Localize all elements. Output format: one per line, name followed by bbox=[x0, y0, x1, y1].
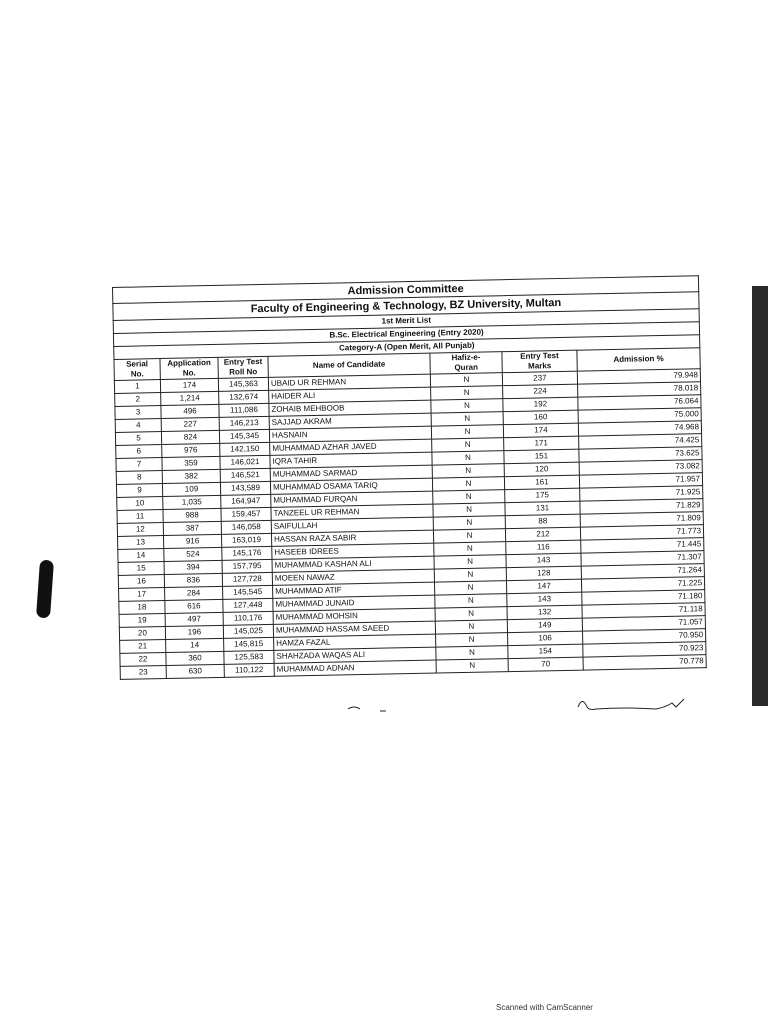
application-cell: 496 bbox=[161, 404, 219, 418]
admission-pct-cell: 71.829 bbox=[580, 499, 703, 514]
hafiz-cell: N bbox=[435, 620, 507, 634]
admission-pct-cell: 73.082 bbox=[579, 460, 702, 475]
serial-cell: 7 bbox=[116, 458, 162, 472]
header-title: Admission Committee bbox=[113, 276, 699, 304]
marks-cell: 106 bbox=[508, 631, 583, 646]
candidate-name-cell: MUHAMMAD MOHSIN bbox=[273, 608, 435, 624]
roll-cell: 110,176 bbox=[223, 611, 273, 625]
marks-cell: 192 bbox=[503, 397, 578, 412]
candidate-name-cell: ZOHAIB MEHBOOB bbox=[269, 400, 431, 416]
merit-table bbox=[112, 275, 707, 680]
application-cell: 174 bbox=[160, 378, 218, 392]
application-cell: 916 bbox=[163, 534, 221, 548]
merit-list-sheet bbox=[112, 275, 706, 680]
application-cell: 616 bbox=[165, 599, 223, 613]
roll-cell: 145,025 bbox=[223, 624, 273, 638]
hafiz-cell: N bbox=[432, 438, 504, 452]
serial-cell: 17 bbox=[119, 588, 165, 602]
roll-cell: 110,122 bbox=[224, 663, 274, 677]
roll-cell: 146,021 bbox=[220, 455, 270, 469]
hafiz-cell: N bbox=[434, 581, 506, 595]
hafiz-cell: N bbox=[432, 464, 504, 478]
hafiz-cell: N bbox=[432, 477, 504, 491]
application-cell: 988 bbox=[163, 508, 221, 522]
hafiz-cell: N bbox=[433, 516, 505, 530]
serial-cell: 2 bbox=[115, 393, 161, 407]
candidate-name-cell: TANZEEL UR REHMAN bbox=[271, 504, 433, 520]
roll-cell: 145,815 bbox=[224, 637, 274, 651]
marks-cell: 212 bbox=[505, 527, 580, 542]
candidate-name-cell: IQRA TAHIR bbox=[270, 452, 432, 468]
hafiz-cell: N bbox=[431, 412, 503, 426]
serial-cell: 4 bbox=[115, 419, 161, 433]
admission-pct-cell: 71.225 bbox=[581, 577, 704, 592]
candidate-name-cell: HASNAIN bbox=[269, 426, 431, 442]
application-cell: 976 bbox=[162, 443, 220, 457]
marks-cell: 116 bbox=[506, 540, 581, 555]
roll-cell: 164,947 bbox=[221, 494, 271, 508]
application-cell: 630 bbox=[166, 664, 224, 678]
admission-pct-cell: 71.057 bbox=[582, 616, 705, 631]
serial-cell: 10 bbox=[117, 497, 163, 511]
header-merit-list: 1st Merit List bbox=[113, 309, 699, 334]
marks-cell: 149 bbox=[507, 618, 582, 633]
hafiz-cell: N bbox=[435, 607, 507, 621]
serial-cell: 19 bbox=[119, 614, 165, 628]
application-cell: 14 bbox=[166, 638, 224, 652]
hafiz-cell: N bbox=[433, 490, 505, 504]
marks-cell: 175 bbox=[505, 488, 580, 503]
serial-cell: 12 bbox=[117, 523, 163, 537]
hafiz-cell: N bbox=[433, 529, 505, 543]
marks-cell: 154 bbox=[508, 644, 583, 659]
serial-cell: 23 bbox=[120, 665, 166, 679]
hafiz-cell: N bbox=[433, 503, 505, 517]
serial-cell: 9 bbox=[116, 484, 162, 498]
application-cell: 1,214 bbox=[161, 391, 219, 405]
candidate-name-cell: SAJJAD AKRAM bbox=[269, 413, 431, 429]
application-cell: 524 bbox=[164, 547, 222, 561]
admission-pct-cell: 74.425 bbox=[579, 434, 702, 449]
roll-cell: 145,363 bbox=[218, 377, 268, 391]
serial-cell: 8 bbox=[116, 471, 162, 485]
marks-cell: 143 bbox=[507, 592, 582, 607]
serial-cell: 6 bbox=[116, 445, 162, 459]
serial-cell: 1 bbox=[114, 380, 160, 394]
application-cell: 284 bbox=[165, 586, 223, 600]
admission-pct-cell: 76.064 bbox=[578, 395, 701, 410]
hafiz-cell: N bbox=[434, 542, 506, 556]
serial-cell: 18 bbox=[119, 601, 165, 615]
col-name: Name of Candidate bbox=[268, 353, 430, 377]
candidate-name-cell: MUHAMMAD FURQAN bbox=[271, 491, 433, 507]
marks-cell: 131 bbox=[505, 501, 580, 516]
roll-cell: 145,176 bbox=[222, 546, 272, 560]
admission-pct-cell: 71.773 bbox=[580, 525, 703, 540]
roll-cell: 157,795 bbox=[222, 559, 272, 573]
hafiz-cell: N bbox=[431, 399, 503, 413]
hafiz-cell: N bbox=[436, 659, 508, 673]
serial-cell: 11 bbox=[117, 510, 163, 524]
roll-cell: 145,545 bbox=[223, 585, 273, 599]
admission-pct-cell: 70.778 bbox=[583, 655, 706, 670]
col-marks: Entry Test Marks bbox=[502, 350, 577, 373]
admission-pct-cell: 70.923 bbox=[583, 642, 706, 657]
admission-pct-cell: 71.957 bbox=[579, 473, 702, 488]
candidate-name-cell: MUHAMMAD SARMAD bbox=[270, 465, 432, 481]
admission-pct-cell: 74.968 bbox=[578, 421, 701, 436]
candidate-name-cell: SAIFULLAH bbox=[271, 517, 433, 533]
serial-cell: 21 bbox=[120, 639, 166, 653]
marks-cell: 171 bbox=[504, 436, 579, 451]
serial-cell: 16 bbox=[118, 575, 164, 589]
col-roll: Entry Test Roll No bbox=[218, 356, 268, 378]
admission-pct-cell: 71.264 bbox=[581, 564, 704, 579]
roll-cell: 163,019 bbox=[221, 533, 271, 547]
serial-cell: 20 bbox=[119, 626, 165, 640]
hafiz-cell: N bbox=[434, 568, 506, 582]
scanner-watermark: Scanned with CamScanner bbox=[496, 1003, 593, 1012]
marks-cell: 161 bbox=[504, 475, 579, 490]
marks-cell: 174 bbox=[503, 423, 578, 438]
scan-edge-shadow bbox=[752, 286, 768, 706]
marks-cell: 237 bbox=[502, 371, 577, 386]
candidate-name-cell: HASEEB IDREES bbox=[272, 543, 434, 559]
admission-pct-cell: 70.950 bbox=[583, 629, 706, 644]
candidate-name-cell: HAIDER ALI bbox=[269, 387, 431, 403]
admission-pct-cell: 79.948 bbox=[577, 369, 700, 384]
roll-cell: 145,345 bbox=[219, 429, 269, 443]
header-category: Category-A (Open Merit, All Punjab) bbox=[114, 335, 700, 360]
application-cell: 196 bbox=[165, 625, 223, 639]
hafiz-cell: N bbox=[435, 594, 507, 608]
col-application: Application No. bbox=[160, 357, 218, 379]
application-cell: 836 bbox=[164, 573, 222, 587]
application-cell: 109 bbox=[162, 482, 220, 496]
candidate-name-cell: MOEEN NAWAZ bbox=[272, 569, 434, 585]
hafiz-cell: N bbox=[432, 451, 504, 465]
admission-pct-cell: 71.809 bbox=[580, 512, 703, 527]
roll-cell: 132,674 bbox=[219, 390, 269, 404]
hafiz-cell: N bbox=[436, 633, 508, 647]
marks-cell: 143 bbox=[506, 553, 581, 568]
candidate-name-cell: HASSAN RAZA SABIR bbox=[271, 530, 433, 546]
candidate-name-cell: HAMZA FAZAL bbox=[274, 634, 436, 650]
roll-cell: 111,086 bbox=[219, 403, 269, 417]
hafiz-cell: N bbox=[431, 425, 503, 439]
admission-pct-cell: 71.118 bbox=[582, 603, 705, 618]
admission-pct-cell: 75.000 bbox=[578, 408, 701, 423]
roll-cell: 159,457 bbox=[221, 507, 271, 521]
marks-cell: 88 bbox=[505, 514, 580, 529]
application-cell: 382 bbox=[162, 469, 220, 483]
col-hafiz: Hafiz-e- Quran bbox=[430, 352, 502, 374]
hafiz-cell: N bbox=[430, 373, 502, 387]
marks-cell: 132 bbox=[507, 605, 582, 620]
roll-cell: 125,583 bbox=[224, 650, 274, 664]
roll-cell: 142,150 bbox=[220, 442, 270, 456]
serial-cell: 3 bbox=[115, 406, 161, 420]
col-admission: Admission % bbox=[577, 348, 700, 371]
application-cell: 394 bbox=[164, 560, 222, 574]
candidate-name-cell: MUHAMMAD HASSAM SAEED bbox=[273, 621, 435, 637]
admission-pct-cell: 71.445 bbox=[581, 538, 704, 553]
candidate-name-cell: MUHAMMAD OSAMA TARIQ bbox=[270, 478, 432, 494]
candidate-name-cell: MUHAMMAD ATIF bbox=[273, 582, 435, 598]
application-cell: 360 bbox=[166, 651, 224, 665]
hafiz-cell: N bbox=[431, 386, 503, 400]
marks-cell: 160 bbox=[503, 410, 578, 425]
serial-cell: 15 bbox=[118, 562, 164, 576]
roll-cell: 146,521 bbox=[220, 468, 270, 482]
col-serial: Serial No. bbox=[114, 359, 160, 381]
admission-pct-cell: 78.018 bbox=[578, 382, 701, 397]
candidate-name-cell: MUHAMMAD ADNAN bbox=[274, 660, 436, 676]
application-cell: 1,035 bbox=[163, 495, 221, 509]
admission-pct-cell: 71.307 bbox=[581, 551, 704, 566]
roll-cell: 127,728 bbox=[222, 572, 272, 586]
roll-cell: 127,448 bbox=[223, 598, 273, 612]
admission-pct-cell: 71.180 bbox=[582, 590, 705, 605]
application-cell: 359 bbox=[162, 456, 220, 470]
roll-cell: 146,213 bbox=[219, 416, 269, 430]
serial-cell: 14 bbox=[118, 549, 164, 563]
signature-marks bbox=[340, 695, 720, 715]
serial-cell: 22 bbox=[120, 652, 166, 666]
candidate-name-cell: MUHAMMAD AZHAR JAVED bbox=[270, 439, 432, 455]
header-faculty: Faculty of Engineering & Technology, BZ University, Multan bbox=[113, 292, 699, 321]
serial-cell: 13 bbox=[118, 536, 164, 550]
application-cell: 824 bbox=[161, 430, 219, 444]
marks-cell: 224 bbox=[503, 384, 578, 399]
application-cell: 227 bbox=[161, 417, 219, 431]
marks-cell: 120 bbox=[504, 462, 579, 477]
marks-cell: 128 bbox=[506, 566, 581, 581]
marks-cell: 151 bbox=[504, 449, 579, 464]
candidate-name-cell: UBAID UR REHMAN bbox=[268, 374, 430, 390]
admission-pct-cell: 71.925 bbox=[580, 486, 703, 501]
pen-mark bbox=[36, 560, 54, 619]
header-program: B.Sc. Electrical Engineering (Entry 2020) bbox=[113, 322, 699, 347]
hafiz-cell: N bbox=[436, 646, 508, 660]
candidate-name-cell: MUHAMMAD JUNAID bbox=[273, 595, 435, 611]
admission-pct-cell: 73.625 bbox=[579, 447, 702, 462]
candidate-name-cell: MUHAMMAD KASHAN ALI bbox=[272, 556, 434, 572]
roll-cell: 143,589 bbox=[220, 481, 270, 495]
candidate-name-cell: SHAHZADA WAQAS ALI bbox=[274, 647, 436, 663]
application-cell: 387 bbox=[163, 521, 221, 535]
hafiz-cell: N bbox=[434, 555, 506, 569]
roll-cell: 146,058 bbox=[221, 520, 271, 534]
serial-cell: 5 bbox=[115, 432, 161, 446]
application-cell: 497 bbox=[165, 612, 223, 626]
marks-cell: 147 bbox=[506, 579, 581, 594]
marks-cell: 70 bbox=[508, 657, 583, 672]
